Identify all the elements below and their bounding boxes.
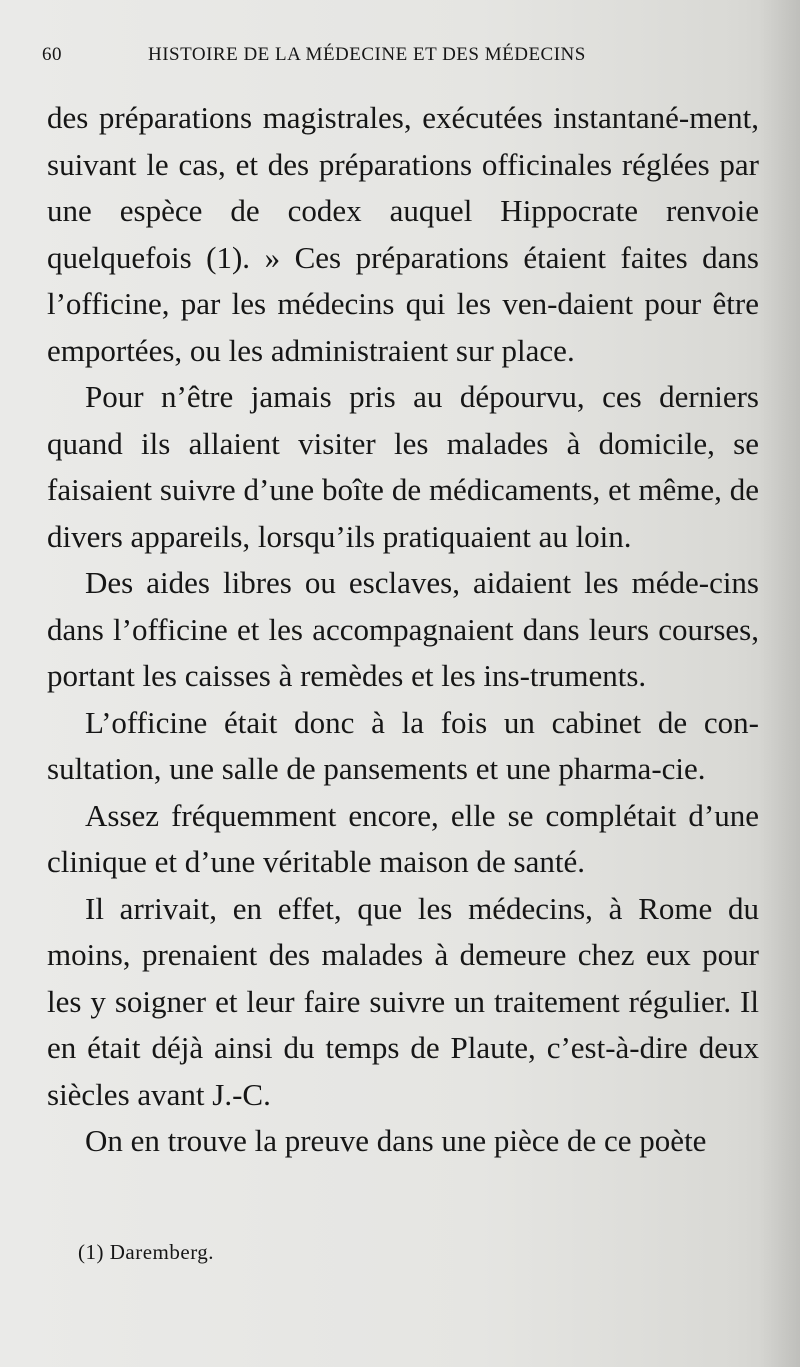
page-header (42, 44, 682, 78)
paragraph-7: On en trouve la preuve dans une pièce de ce poète (85, 1123, 707, 1158)
paragraph-1: des préparations magistrales, exécutées instantané-ment, suivant le cas, et des préparations officinales réglées par une espèce de codex auquel Hippocrate renvoie quelquefois (1). » Ces préparations étaient faites dans l’officine, par les médecins qui les ven-daient pour être emportées, ou les administraient sur place. (47, 100, 759, 368)
running-title: HISTOIRE DE LA MÉDECINE ET DES MÉDECINS (148, 44, 586, 65)
page-edge-shadow (760, 0, 800, 1367)
footnote: (1) Daremberg. (78, 1240, 215, 1264)
paragraph-4: L’officine était donc à la fois un cabinet de con-sultation, une salle de pansements et une pharma-cie. (47, 704, 759, 786)
paragraph-2: Pour n’être jamais pris au dépourvu, ces derniers quand ils allaient visiter les malades à domicile, se faisaient suivre d’une boîte de médicaments, et même, de divers appareils, lorsqu’ils pratiquaient au loin. (47, 379, 759, 554)
page-number: 60 (42, 44, 62, 65)
paragraph-6: Il arrivait, en effet, que les médecins, à Rome du moins, prenaient des malades à demeure chez eux pour les y soigner et leur faire suivre un traitement régulier. Il en était déjà ainsi du temps de Plaute, c’est-à-dire deux siècles avant J.-C. (47, 890, 759, 1112)
body-text (47, 95, 759, 1165)
paragraph-3: Des aides libres ou esclaves, aidaient les méde-cins dans l’officine et les accompagnaient dans leurs courses, portant les caisses à remèdes et les ins-truments. (47, 565, 759, 693)
paragraph-5: Assez fréquemment encore, elle se complétait d’une clinique et d’une véritable maison de santé. (47, 797, 759, 879)
